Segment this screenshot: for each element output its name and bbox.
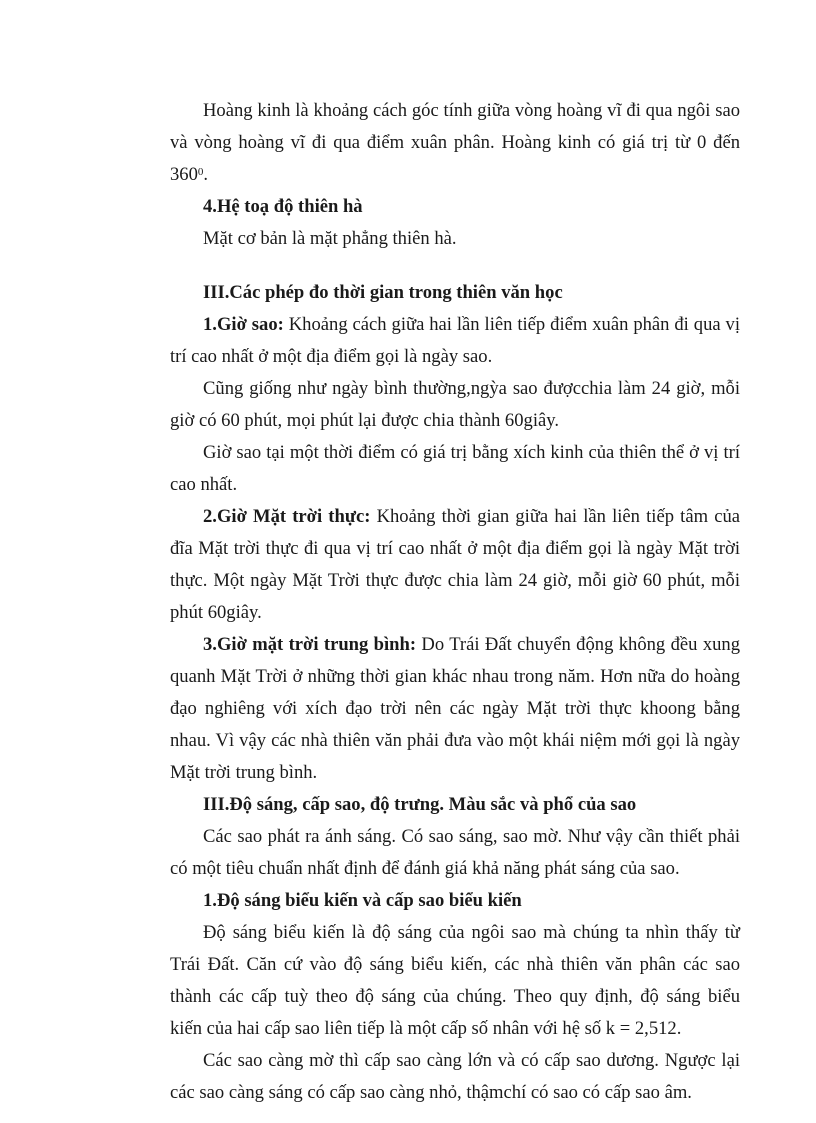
paragraph-line: đạo nghiêng với xích đạo trời nên các ngày Mặt trời thực khoong bằng (170, 698, 740, 719)
term-label: 3.Giờ mặt trời trung bình: (203, 634, 417, 655)
degree-value: 360 (170, 164, 198, 185)
paragraph-line: Giờ sao tại một thời điểm có giá trị bằng xích kinh của thiên thể ở vị trí (203, 442, 740, 463)
term-text: Do Trái Đất chuyển động không đều xung (416, 634, 741, 655)
paragraph-line (170, 629, 740, 661)
paragraph-line: nhau. Vì vậy các nhà thiên văn phải đưa vào một khái niệm mới gọi là ngày (170, 730, 740, 751)
section-heading-text: 4.Hệ toạ độ thiên hà (203, 196, 363, 217)
paragraph-line (170, 501, 740, 533)
degree-superscript: 0 (197, 166, 204, 178)
paragraph-line: thành các cấp tuỳ theo độ sáng của chúng. Theo quy định, độ sáng biểu (170, 986, 740, 1007)
paragraph-line: Trái Đất. Căn cứ vào độ sáng biểu kiến, các nhà thiên văn phân các sao (170, 954, 740, 975)
term-label: 1.Giờ sao: (203, 314, 284, 335)
term-text: Khoảng thời gian giữa hai lần liên tiếp tâm của (370, 506, 740, 527)
blank-gap (170, 255, 740, 277)
document-body (170, 95, 740, 1109)
paragraph-line: đĩa Mặt trời thực đi qua vị trí cao nhất ở một địa điểm gọi là ngày Mặt trời (170, 538, 740, 559)
paragraph-line: cao nhất. (170, 474, 238, 495)
paragraph-line: quanh Mặt Trời ở những thời gian khác nhau trong năm. Hơn nữa do hoàng (170, 666, 740, 687)
paragraph-line: kiến của hai cấp sao liên tiếp là một cấp số nhân với hệ số k = 2,512. (170, 1018, 682, 1039)
paragraph-line: phút 60giây. (170, 602, 262, 623)
paragraph-line: Độ sáng biểu kiến là độ sáng của ngôi sao mà chúng ta nhìn thấy từ (203, 922, 740, 943)
paragraph-line: Các sao càng mờ thì cấp sao càng lớn và có cấp sao dương. Ngược lại (203, 1050, 740, 1071)
chapter-heading (170, 277, 740, 309)
paragraph-line: và vòng hoàng vĩ đi qua điểm xuân phân. Hoàng kinh có giá trị từ 0 đến (170, 132, 740, 153)
paragraph-line: Các sao phát ra ánh sáng. Có sao sáng, sao mờ. Như vậy cần thiết phải (203, 826, 740, 847)
paragraph-line: các sao càng sáng có cấp sao càng nhỏ, thậmchí có sao có cấp sao âm. (170, 1082, 692, 1103)
sentence-end: . (203, 164, 209, 185)
chapter-heading-text: III.Các phép đo thời gian trong thiên văn học (203, 282, 563, 303)
paragraph-line (170, 309, 740, 341)
paragraph-line (170, 159, 740, 191)
chapter-heading (170, 789, 740, 821)
section-heading (170, 191, 740, 223)
paragraph-line: thực. Một ngày Mặt Trời thực được chia làm 24 giờ, mỗi giờ 60 phút, mỗi (170, 570, 740, 591)
section-heading-text: 1.Độ sáng biểu kiến và cấp sao biểu kiến (203, 890, 522, 911)
chapter-heading-text: III.Độ sáng, cấp sao, độ trưng. Màu sắc và phổ của sao (203, 794, 637, 815)
paragraph-line: Mặt trời trung bình. (170, 762, 318, 783)
paragraph-line: có một tiêu chuẩn nhất định để đánh giá khả năng phát sáng của sao. (170, 858, 680, 879)
paragraph-line: trí cao nhất ở một địa điểm gọi là ngày sao. (170, 346, 493, 367)
paragraph-line: Cũng giống như ngày bình thường,ngỳa sao đượcchia làm 24 giờ, mỗi (203, 378, 740, 399)
term-label: 2.Giờ Mặt trời thực: (203, 506, 371, 527)
paragraph-line: Hoàng kinh là khoảng cách góc tính giữa vòng hoàng vĩ đi qua ngôi sao (203, 100, 740, 121)
term-text: Khoảng cách giữa hai lần liên tiếp điểm xuân phân đi qua vị (283, 314, 741, 335)
paragraph-line: Mặt cơ bản là mặt phẳng thiên hà. (203, 228, 457, 249)
section-heading (170, 885, 740, 917)
paragraph-line: giờ có 60 phút, mọi phút lại được chia thành 60giây. (170, 410, 559, 431)
